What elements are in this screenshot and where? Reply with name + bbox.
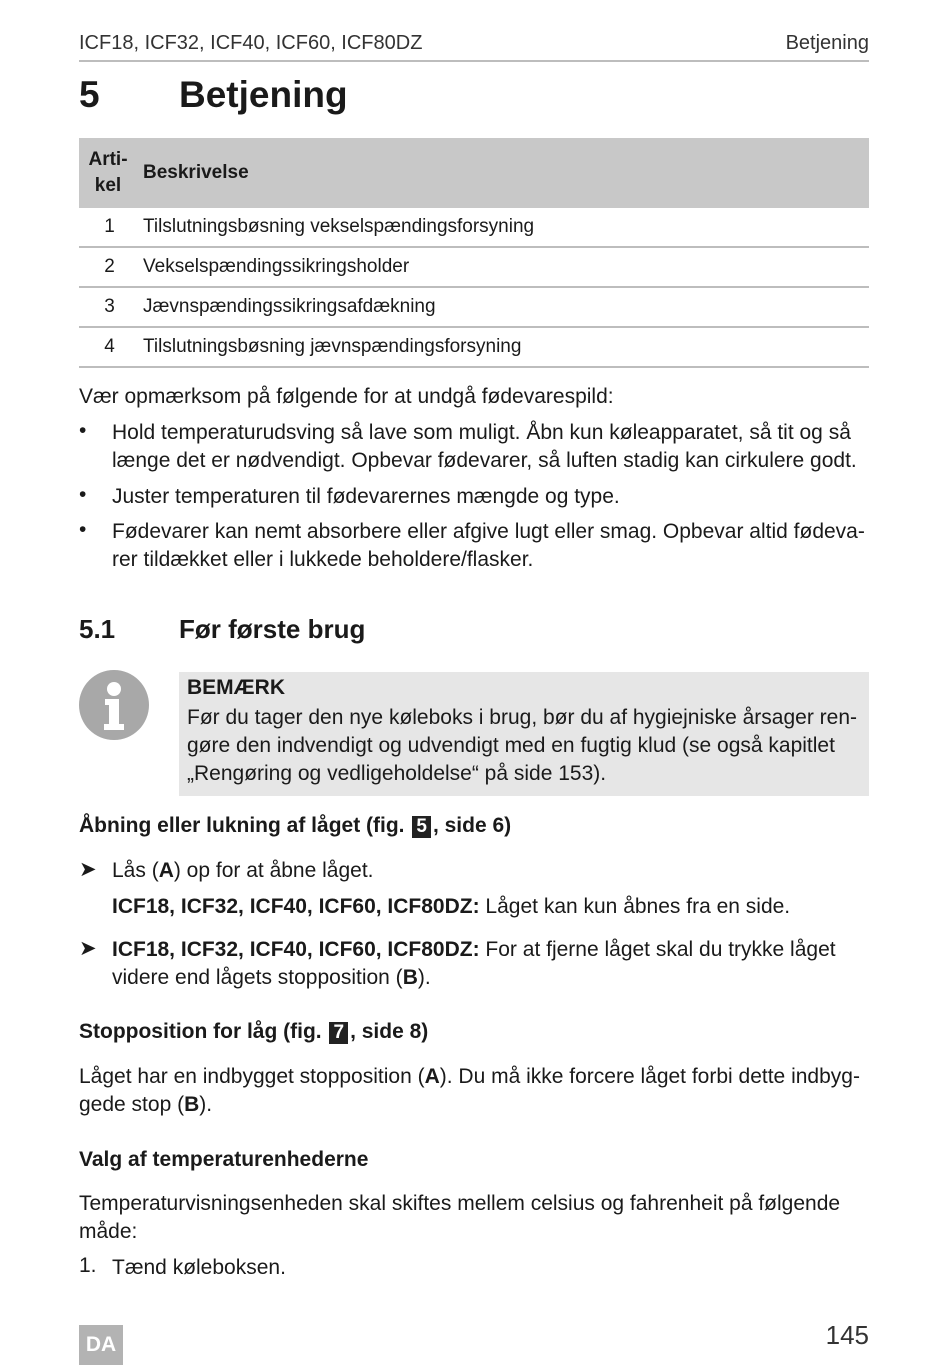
units-step-1: Tænd køleboksen. xyxy=(112,1256,286,1279)
info-icon xyxy=(79,670,149,740)
stop-heading-page: , side 8) xyxy=(350,1020,429,1043)
section-heading xyxy=(79,614,366,645)
row-description: Tilslutningsbøsning vekselspændingsforsyning xyxy=(137,208,869,247)
lid-heading-text: Åbning eller lukning af låget (fig. xyxy=(79,814,405,837)
table-row xyxy=(79,327,869,367)
step-text: Lås ( xyxy=(112,859,159,882)
table-row xyxy=(79,247,869,287)
note-body: Før du tager den nye køleboks i brug, bør du af hygiejniske årsager ren-gøre den indvendigt og udvendigt med en fugtig klud (se også kapitlet „Rengøring og vedligeholdelse“ på side 153). xyxy=(187,706,857,785)
intro-paragraph: Vær opmærksom på følgende for at undgå fødevarespild: xyxy=(79,385,614,408)
lid-step-2 xyxy=(112,936,874,992)
arrow-icon: ➤ xyxy=(79,858,97,881)
stop-heading xyxy=(79,1020,428,1044)
bullet-symbol: • xyxy=(79,419,87,442)
page-header xyxy=(79,30,869,62)
row-description: Vekselspændingssikringsholder xyxy=(137,247,869,287)
figure-ref-badge: 5 xyxy=(412,816,431,838)
header-article-line2: kel xyxy=(94,175,122,196)
row-number: 2 xyxy=(79,247,137,287)
language-badge: DA xyxy=(79,1325,123,1365)
header-article-line1: Arti- xyxy=(88,149,128,170)
page-number: 145 xyxy=(825,1320,869,1350)
units-heading: Valg af temperaturenhederne xyxy=(79,1148,369,1171)
stop-heading-text: Stopposition for låg (fig. xyxy=(79,1020,322,1043)
label-a: A xyxy=(158,859,174,882)
step-text: For at fjerne låget skal du trykke låget videre end lågets stopposition ( xyxy=(112,938,836,989)
table-header-row xyxy=(79,138,869,208)
bullet-item: Fødevarer kan nemt absorbere eller afgive lugt eller smag. Opbevar altid fødeva-rer tildækket eller i lukkede beholdere/flasker. xyxy=(112,520,865,571)
table-header-article xyxy=(79,138,137,208)
row-number: 4 xyxy=(79,327,137,367)
step-text: ) op for at åbne låget. xyxy=(173,859,374,882)
table-row xyxy=(79,208,869,247)
stop-text: ). xyxy=(199,1093,213,1116)
label-b: B xyxy=(402,966,418,989)
step-note-text: Låget kan kun åbnes fra en side. xyxy=(479,895,791,918)
label-b: B xyxy=(184,1093,200,1116)
lid-step-1-note xyxy=(112,893,874,921)
bullet-symbol: • xyxy=(79,483,87,506)
chapter-number: 5 xyxy=(79,74,100,115)
table-header-description: Beskrivelse xyxy=(137,138,869,208)
step-number: 1. xyxy=(79,1254,97,1277)
chapter-title: Betjening xyxy=(179,74,348,115)
lid-heading xyxy=(79,814,511,838)
stop-text: Låget har en indbygget stopposition ( xyxy=(79,1065,425,1088)
note-title: BEMÆRK xyxy=(187,676,285,699)
table-row xyxy=(79,287,869,327)
note-box xyxy=(179,672,869,796)
row-description: Jævnspændingssikringsafdækning xyxy=(137,287,869,327)
lid-heading-page: , side 6) xyxy=(432,814,512,837)
label-a: A xyxy=(424,1065,440,1088)
stop-paragraph xyxy=(79,1063,874,1119)
arrow-icon: ➤ xyxy=(79,937,97,960)
models-label: ICF18, ICF32, ICF40, ICF60, ICF80DZ: xyxy=(112,895,480,918)
parts-table xyxy=(79,138,869,368)
row-number: 3 xyxy=(79,287,137,327)
models-label: ICF18, ICF32, ICF40, ICF60, ICF80DZ: xyxy=(112,938,480,961)
bullet-item: Hold temperaturudsving så lave som muligt. Åbn kun køleapparatet, så tit og så længe det er nødvendigt. Opbevar fødevarer, så luften stadig kan cirkulere godt. xyxy=(112,421,857,472)
lid-step-1 xyxy=(112,857,874,885)
bullet-item: Juster temperaturen til fødevarernes mængde og type. xyxy=(112,485,620,508)
row-number: 1 xyxy=(79,208,137,247)
bullet-symbol: • xyxy=(79,518,87,541)
figure-ref-badge: 7 xyxy=(329,1022,348,1044)
units-paragraph: Temperaturvisningsenheden skal skiftes mellem celsius og fahrenheit på følgende måde: xyxy=(79,1192,841,1243)
step-text: ). xyxy=(417,966,431,989)
row-description: Tilslutningsbøsning jævnspændingsforsyning xyxy=(137,327,869,367)
section-title: Før første brug xyxy=(179,614,366,644)
header-section: Betjening xyxy=(785,32,869,54)
stop-text: ). Du må ikke forcere låget forbi dette indbyg-gede stop ( xyxy=(79,1065,860,1116)
section-number: 5.1 xyxy=(79,614,116,644)
header-models: ICF18, ICF32, ICF40, ICF60, ICF80DZ xyxy=(79,32,423,54)
